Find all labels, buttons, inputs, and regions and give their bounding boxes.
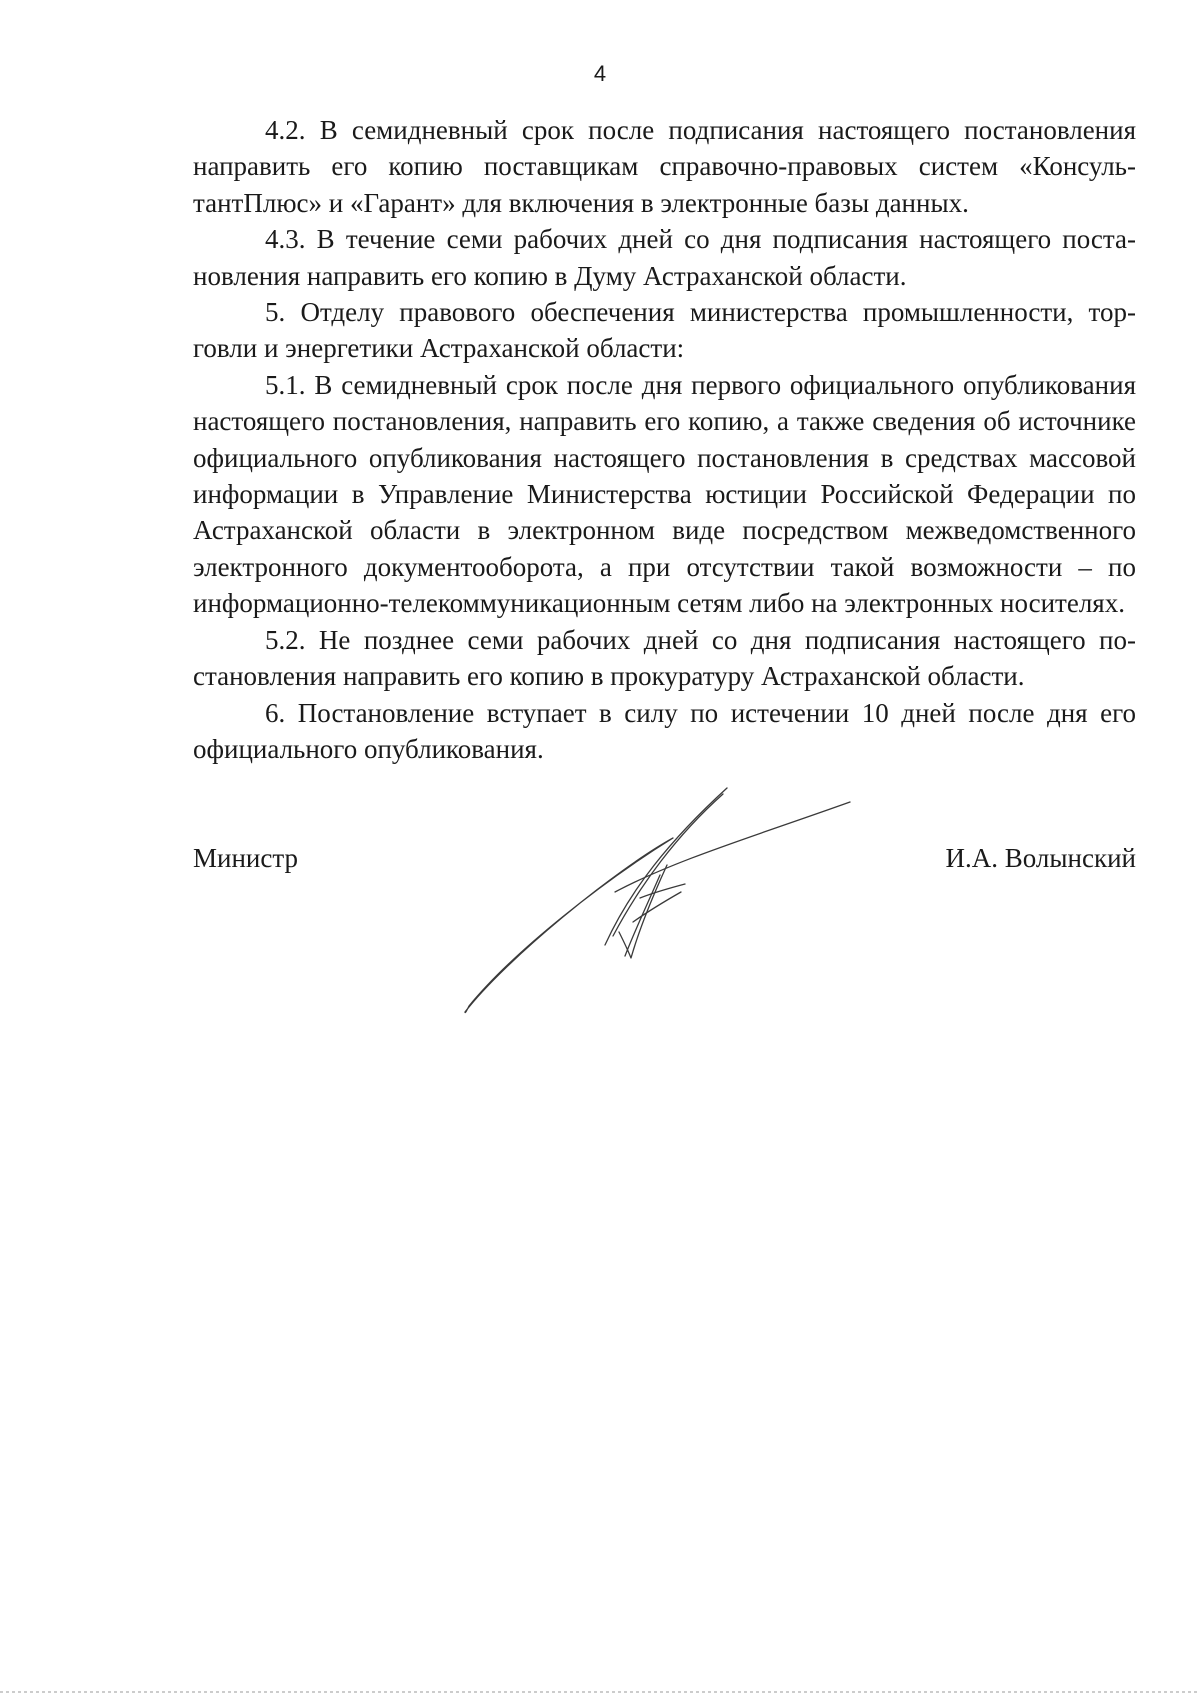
signature-stroke [640, 884, 685, 898]
paragraph-4-3: 4.3. В течение семи рабочих дней со дня подписания настоящего постановления направить его копию в Думу Астраханской области. [193, 224, 1136, 291]
handwritten-signature [455, 780, 855, 1030]
paragraph-4-2: 4.2. В семидневный срок после подписания настоящего постановления направить его копию поставщикам справочно-правовых систем «КонсультантПлюс» и «Гарант» для включения в электронные базы данных. [193, 115, 1136, 218]
paragraph-5: 5. Отделу правового обеспечения министерства промышленности, торговли и энергетики Астраханской области: [193, 297, 1136, 364]
paragraph-6: 6. Постановление вступает в силу по истечении 10 дней после дня его официального опубликования. [193, 697, 1136, 764]
signer-name: И.А. Волынский [945, 843, 1136, 873]
signer-title: Министр [193, 843, 298, 873]
document-body [193, 112, 1136, 767]
paragraph-5-2: 5.2. Не позднее семи рабочих дней со дня подписания настоящего постановления направить его копию в прокуратуру Астраханской области. [193, 624, 1136, 692]
signature-stroke [633, 892, 681, 922]
signature-stroke [615, 802, 850, 892]
paragraph-5-1: 5.1. В семидневный срок после дня первого официального опубликования настоящего постановления, направить его копию, а также сведения об источнике официального опубликования настоящего постановления в средствах массовой информации в Управление Министерства юстиции Российской Федерации по Астраханской области в электронном виде посредством межведомственного электронного документооборота, а при отсутствии такой возможности – по информационно-телекоммуникационным сетям либо на электронных носителях. [193, 369, 1136, 619]
page-number: 4 [593, 61, 607, 86]
scan-edge-line [0, 1691, 1200, 1693]
